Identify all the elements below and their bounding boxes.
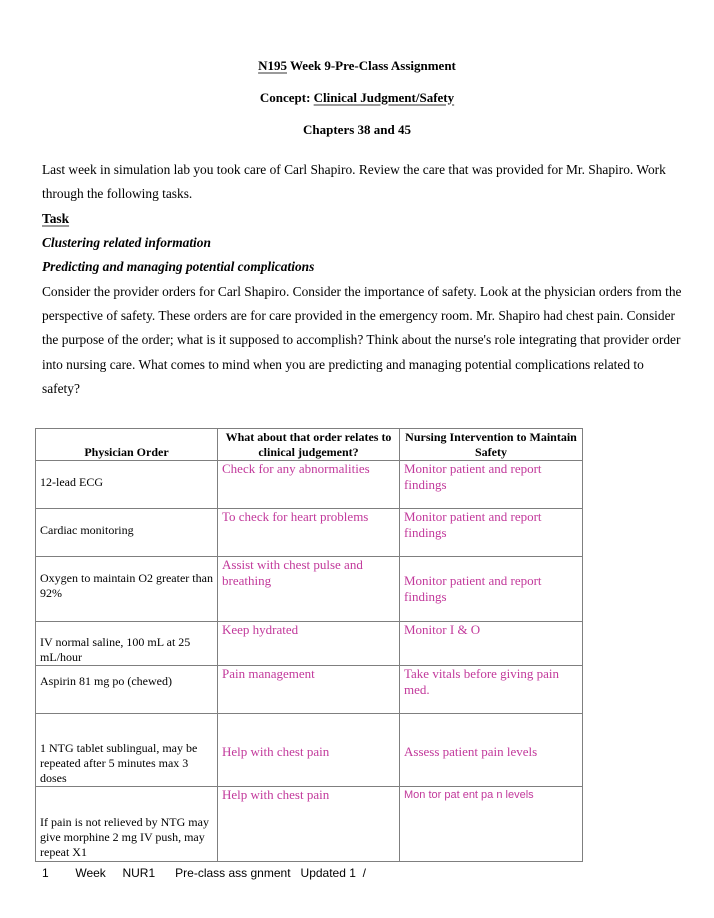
- intervention-cell: [400, 557, 583, 622]
- table-row: [36, 622, 583, 666]
- chapters-heading: Chapters 38 and 45: [303, 122, 411, 137]
- task-item-clustering: Clustering related information: [42, 235, 211, 250]
- order-text: If pain is not relieved by NTG may give morphine 2 mg IV push, may repeat X1: [40, 815, 209, 859]
- order-text: IV normal saline, 100 mL at 25 mL/hour: [40, 635, 191, 664]
- table-header-row: [36, 429, 583, 461]
- header-clinical-judgement: What about that order relates to clinical judgement?: [218, 429, 400, 461]
- table-row: [36, 714, 583, 787]
- relates-cell: Assist with chest pulse and breathing: [218, 557, 400, 622]
- intervention-cell: Monitor patient and report findings: [400, 461, 583, 509]
- table-row: [36, 461, 583, 509]
- table-row: [36, 557, 583, 622]
- intro-paragraph: Last week in simulation lab you took care of Carl Shapiro. Review the care that was provided for Mr. Shapiro. Work through the following tasks.: [42, 162, 666, 202]
- order-cell: [36, 787, 218, 862]
- concept-heading: [0, 90, 714, 106]
- concept-label: Concept:: [259, 90, 314, 105]
- relates-cell: To check for heart problems: [218, 509, 400, 557]
- intervention-text: Assess patient pain levels: [404, 744, 538, 759]
- relates-cell: Help with chest pain: [218, 787, 400, 862]
- relates-cell: [218, 714, 400, 787]
- order-text: Aspirin 81 mg po (chewed): [40, 674, 172, 688]
- order-text: 1 NTG tablet sublingual, may be repeated after 5 minutes max 3 doses: [40, 741, 198, 785]
- document-title: [0, 58, 714, 74]
- table-row: [36, 666, 583, 714]
- intervention-text: Monitor patient and report findings: [404, 573, 542, 604]
- order-cell: [36, 666, 218, 714]
- task-label-text: Task: [42, 211, 70, 226]
- task-label: [42, 211, 69, 227]
- intervention-cell: Take vitals before giving pain med.: [400, 666, 583, 714]
- order-text: Cardiac monitoring: [40, 523, 134, 537]
- header-physician-order: Physician Order: [36, 429, 218, 461]
- relates-cell: Keep hydrated: [218, 622, 400, 666]
- title-text: Week 9-Pre-Class Assignment: [287, 58, 456, 73]
- order-cell: [36, 714, 218, 787]
- order-cell: [36, 557, 218, 622]
- intervention-cell: [400, 714, 583, 787]
- order-text: 12-lead ECG: [40, 475, 103, 489]
- order-cell: [36, 461, 218, 509]
- table-row: [36, 787, 583, 862]
- task-body: Consider the provider orders for Carl Shapiro. Consider the importance of safety. Look at the physician orders from the perspective of safety. These orders are for care provided in the emergency room. Mr. Shapiro had chest pain. Consider the purpose of the order; what is it supposed to accomplish? Think about the nurse's role integrating that provider order into nursing care. What comes to mind when you are predicting and managing potential complications related to safety?: [42, 284, 682, 396]
- intervention-cell: Monitor I & O: [400, 622, 583, 666]
- page-footer: 1 Week NUR1 Pre-class ass gnment Updated 1 /: [42, 866, 366, 880]
- concept-value: Clinical Judgment/Safety: [313, 90, 455, 105]
- order-text: Oxygen to maintain O2 greater than 92%: [40, 571, 213, 600]
- relates-text: Help with chest pain: [222, 744, 330, 759]
- intervention-cell: [400, 787, 583, 862]
- orders-table: [35, 428, 583, 862]
- intervention-cell: Monitor patient and report findings: [400, 509, 583, 557]
- order-cell: [36, 622, 218, 666]
- relates-cell: Check for any abnormalities: [218, 461, 400, 509]
- task-item-predicting: Predicting and managing potential complications: [42, 259, 315, 274]
- intervention-text: Mon tor pat ent pa n levels: [404, 789, 534, 801]
- table-row: [36, 509, 583, 557]
- order-cell: [36, 509, 218, 557]
- course-code: N195: [258, 58, 287, 73]
- relates-cell: Pain management: [218, 666, 400, 714]
- header-nursing-intervention: Nursing Intervention to Maintain Safety: [400, 429, 583, 461]
